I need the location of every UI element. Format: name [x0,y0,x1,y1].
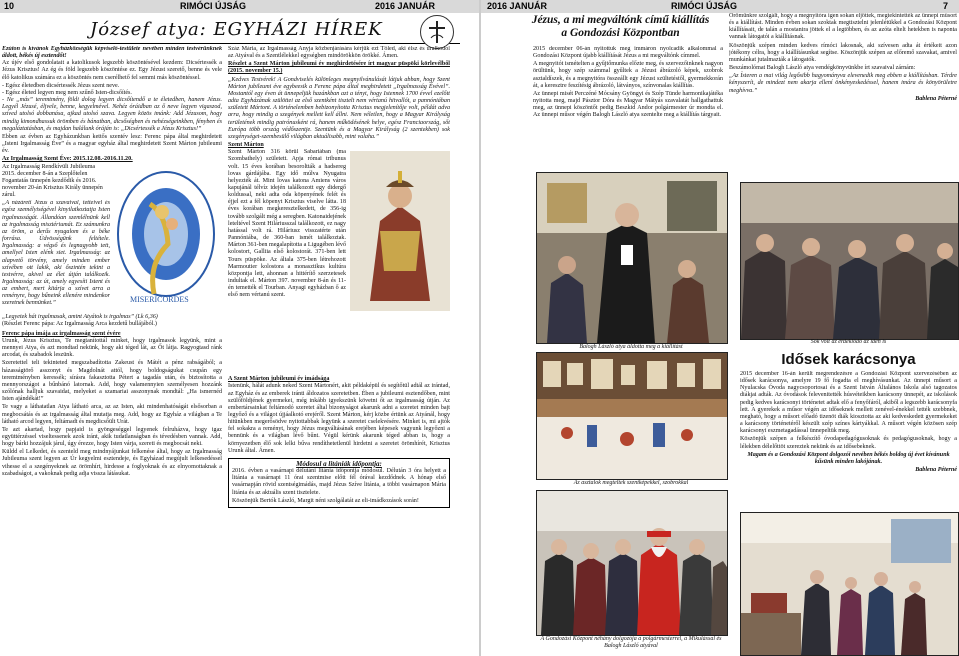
prayer-text-1: Urunk, Jézus Krisztus, Te megtanítottál minket, hogy irgalmasok legyünk, mint a mennyei Atya, és azt mondtad nekünk, hogy aki téged lát, az Őt látja. Ragyogtasd ránk arcodat, és szabadok leszünk. [2,337,222,359]
article2-p1: 2015 december 16-án került megrendezésre a Gondozási Központ szervezésében az idősek karácsonya, amelyre 19 fő fogadta el meghívásunkat. Az ünnepi műsort a Nyulacska Óvoda nagycsoportosai és a Szent István Általános Iskola alsó tagozatos diákjai adták. Az óvodások felevenitették húsvéteikben karácsony ünnepét, az iskolások pedig kedves karácsonyi történetet adtak elő a fenyőfáról, akiből a legszebb karácsonyfa lett. A gyerekek a műsor végén az időseknek mellett zenével-énekkel tették szebbnek, megható, hogy a műsort előadó tizenöt diák kiosztotta az aki kedveskedett gyermekeket a karácsony történetéről készült szép színes kártyákkal. A műsort végén közösen szép karácsonyi eszmetagadással ünnepeltük meg. [740,371,957,435]
intro-text: Az újév első gondolatait a katolikusok legszebb köszöntésével kezdem: Dicsértessék a Jézus Krisztus! Az ég és föld legszebb köszöntése ez. Egy Jézust szerető, benne és vele élő katolikus számára ez a köszöntés nem cserélhető fel semmi más köszöntéssel. [2,60,222,81]
caption-exhibition-tables: Az asztalok megteltek szentképekkel, szobrokkal [573,480,689,486]
prayer-heading: Ferenc pápa imája az irgalmasság szent évére [2,330,121,337]
article1-p3: Az ünnepi misét Perczéné Mócsány Gyöngyi és Szép Tünde harmonikajátéka nyitotta meg, majd Pásztor Dóra és Magyar Mátyás szavalatát hallgathattuk meg, az ünnepi köszöntőt pedig Beszkid Andor polgármester úr mondta el. Az ünnepi műsor végén Balogh László atya szentelte meg a kiállítás tárgyait. [533,90,723,119]
col-right-p2: Köszönjük szépen minden kedves rímóci lakosnak, aki szívesen adta át értékeit azon jótékony célra, hogy a kiállításunkat segítse. Köszönjük szépen az előremő szavakat, amivel munkánkat jutalmazták a látogatók. [729,42,957,63]
left-paper-name: RIMÓCI ÚJSÁG [180,1,247,11]
right-page-header [481,0,959,13]
right-date: 2016 JANUÁR [487,1,548,11]
article2-sign: Bablena Péterné [915,467,957,474]
article-elderly-christmas [740,371,957,509]
saint-martin-image [350,151,450,311]
church-logo-icon [420,15,454,49]
litany-box [228,458,450,508]
section-title-banner [60,15,460,44]
mercy-text: Az Irgalmasság Rendkívüli Jubileuma 2015. december 8-án a Szeplőtelen Fogantatás ünnepén kezdődik és 2016. november 20-án Krisztus Király ünnepén zárul. [2,163,103,199]
intro-bold: Ezúton is kívánok Egyházközségük képviselő-testülete nevében minden testvérünknek áldott, békés új esztendőt! [2,46,222,60]
article-exhibition-continued [729,13,957,181]
col-right-quote: „Az Ïsteren a mai világ legősibb hagyományva elevenedik meg ebben a kiállításban. Térdre kényszerít, de mindezt nem akarja ellení önkényeskedéssel, hanem imára és könyörületre meghívva.” [729,73,957,94]
caption-staff-group: A Gondozási Központ néhány dolgozója a polgármesterrel, a Mikulással és Balogh László atyával [540,636,722,649]
photo-visitors [740,182,959,340]
martin-heading: Részlet a Szent Márton jubileumi év meghirdetésére írt magyar püspöki körlevélből (2015. november 15.) [228,61,450,75]
mercy-motto: „Legyetek hát irgalmasak, amint Atyátok is irgalmas” (Lk 6,36) [2,313,158,320]
left-page-header [0,0,479,13]
left-page-number: 10 [4,1,15,11]
col2-intro: Száz Mária, az Irgalmasság Anyja közbenjárására kérjük ezt Tőled, aki élsz és uralkodol az Atyával és a Szentlélekkel egységben mindörökkön örökké. Ámen. [228,46,450,60]
headline-exhibition: Jézus, a mi megváltónk című kiállítás a Gondozási Központban [531,14,710,39]
line-1: - Egész életedben dicsértessék Jézus szent neve. [2,82,120,89]
article1-p1: 2015 december 06-án nyitottuk meg immáron nyolcadik alkalommal a Gondozási Központ újabb kiállítását Jézus a mi megváltónk címmel. [533,46,723,60]
article1-p2: A megnyitót ismételten a gyűjtőmunka előzte meg, és szervezőinknek nagyon örültünk, hogy szép számmal gyűltek a Jézust ábrázoló képek, szobrok asztaldíszek, és a megnyitóra összeállt egy Jézust szültetéstől, gyermekkorán át, a keresztre feszítésig ábrázoló, látványos, színvonalas kiállítás. [533,61,723,89]
col-right-sign: Bablena Péterné [915,95,957,102]
rosary-text: Istenünk, hálát adunk neked Szent Mártonért, akit példaképül és segítőtül adtál az irántad, az Egyház és az emberek iránti áldozatos szeretetben. Ében a jubileumi esztendőben, mint szülőföldjének gyermekei, még inkább igyekszünk követni őt az irgalmasság útján. Az embertársainkat feltámodó szeretet által bizonyságot akarunk adni a szeretet minden bajt legyőző és a világot újjáalkotó erejéről. Szent Márton, kérj közbe értünk az Atyánál, hogy hitünkben megerősödve nyitottabbak legyünk a szeretet cselekvésére. Minket is, mi ajtók fel sokakra a reményt, hogy Jézus megváltásának erejében képesek vagyunk legyőzni a bennünk és a világban lévő bűnt. Végül kérünk akarunk téged abban is, hogy a környezetben élő sok lelki bűva rendíthetetlenül hirdetni a szeretet örömhírét, Krisztus Urunk által. Ámen. [228,383,450,454]
litany-sign: Köszönjük Bertók László, Margit néni szolgálatát az eli-imádkozások során! [232,497,419,504]
line-4: Ebben az évben az Egyházunkban kettős szentév lesz: Ferenc pápa által meghirdetett „Isteni Irgalmasság Éve” és a magyar egyház által meghirdetett Szent Márton jubileumi év. [2,133,222,155]
rosary-heading: A Szent Márton jubileumi év imádsága [228,376,330,383]
martin-bio-heading: Szent Márton [228,142,264,149]
prayer-text-4: Te azt akartad, hogy papjaid is gyöngeséggel legyenek felruházva, hogy igaz együttérzéssel viseltessenek azok iránt, akik tudatlanságban és tévedésben vannak. Add, hogy bárki hozzájuk járul, úgy érezze, hogy Isten várja, szereti és megbocsát neki. [2,426,222,448]
litany-text: 2016. évben a vasárnapi délutáni litánia időpontja módosul. Délután 3 óra helyett a litánia a vasárnapi 11 órai szentmise előtt fél órával kezdődnek. A hónap első vasárnapján rövid szentségimádás, majd Jézus Szíve litánia, a többi vasárnapon Mária litánia és az aktuális szent tisztelete. [232,468,446,496]
article2-p2: Köszönjük szépen a felkészítő óvodapedagógusoknak és pedagógusoknak, hogy a lélekben délelőttöt szereztek nekünk és az idősebeknek. [740,436,957,450]
headline-elderly-christmas: Idősek karácsonya [781,351,916,368]
caption-visitors: Sok volt az érdeklődő az idén is [810,339,887,345]
martin-bio: Szent Márton 316 körül Sabariában (ma Szombathely) született. Apja római tribunus volt. 15 éves korában besoroltták a hadsereg lovas gárdájába. Egy idő múlva Nyugatra helyezték át. Mint lovas katona Amiens város kapujánál télvíz idején találkozott egy didergő koldussal, neki adta oda köpenyének felét és éjjel ezt a fél köpenyt Krisztus viselve látta. 18 éves korában megkeresztelkedett, de 356-ig tovább szolgált még a seregben. Katonaidejének leteltével Szent Hiláriusszal találkozott, ez nagy hatással volt rá. Hiláriusz visszatérte után Pannóniába, de 360-ban ismét találkoztak. Márton 361-ben megalapította a Ligugében lévő kolostort, Galliia első kolostorát. 371-ben lett Tours püspöke. Az általa 375-ben létrehozott Marmoutier kolostora a monasztikus kultúra központja lett, ahonnan a hittérítő szerzetesek indultak el. Márton 397. november 8-án és 11-én temették el Tourban. Anyagi egyházban ő az első nem vértanú szent. [228,149,346,299]
prayer-text-5: Küldd el Lelkedet, és szenteld meg mindnyájunkat felkenése által, hogy az Irgalmasság Jubileuma szent legyen az Úr kegyelmi esztendeje, és Egyházad megújult lelkesedéssel vihesse el a szegényeknek az örömhírt, hirdesse a foglyoknak és az elnyomottaknak a szabadságot, a vakoknak pedig adja vissza látásukat. [2,449,222,477]
photo-christmas-event [740,512,959,656]
right-paper-name: RIMÓCI ÚJSÁG [671,1,738,11]
litany-heading: Módosul a litániák időpontja: [296,459,382,468]
article-exhibition [533,46,723,171]
col-right-p1: Örömünkre szolgált, hogy a megnyitóra igen sokan eljöttek, megtekintették az ünnepi műsort és a kiállítást. Minden évben sokan szoktak megtisztelni jelenlétükkel a Gondozási Központ kiállításait, de talán a mostanira jöttek el a legtöbben, és az azóta eltelt hetekben is naponta vannak látogatói a kiállításnak. [729,13,957,41]
photo-exhibition-tables [536,352,728,480]
martin-quote: „Kedves Testvérek! A Gondviselés különleges megnyilvánulását látjuk abban, hogy Szent Márton jubileumi éve egybeesik a Ferenc pápa által meghirdetett „Irgalmasság Évével”. Mostantól egy éven át ünnepeljük hazánkban azt a tényt, hogy Istennek 1700 évvel ezelőtt adta Egyházának szülöttei az első szentként tisztelt nem vértanú hitvallót, a pannóniában született Mártont. A történelemben bebizonyította Krisztus megjelenítője volt, példát adva arra, hogy mindig a szegények mellett kell állni. Nem véletlen, hogy a Magyar Királyság területének mindig patrónusként rá, hanem működésének helye, egész Franciaország, sőt Európa több ország védőszentje. Szentünk és a Magyar Királyság (2 szentekben) sok szegénységet-szembesülő világban aktuálisabb, mint valaha.” [228,76,450,140]
left-column-1 [2,46,222,654]
left-date: 2016 JANUÁR [375,1,436,11]
prayer-text-3: Te vagy a láthatatlan Atya látható arca, az az Isten, aki mindenhatóságát elsősorban a megbocsátás és az irgalmasság által mutatja meg. Add, hogy az Egyház a világban a Te látható arcod legyen, feltámadt és megdicsőült Urát. [2,404,222,425]
left-column-2 [228,46,450,654]
article2-bold: Magam és a Gondozási Központ dolgozói nevében békés boldog új évet kívánunk kűsünk minden lakójának. [747,451,950,465]
page-gutter [479,0,481,656]
svg-text:MISERICORDES: MISERICORDES [130,294,189,304]
prayer-text-2: Szeretettel teli tekinteted megszabadította Zakeust és Mátét a pénz rabságából; a házasságtörő asszonyt és Magdolnát attól, hogy boldogságukat csupán egy teremtményben keressék; sírásra fakasztotta Pétert a tagadás után, és biztosította a mennyországot a bűnbánó latornak. Add, hogy valamennyien személyesen hozzánk szólónak halljuk szavaidat, melyeket a szamariai asszonynak mondtál: „Ha ismernéd Isten ajándékát!” [2,360,222,403]
mercy-jubilee-logo [110,164,218,314]
photo-staff-group [536,490,728,636]
col-right-p3: Beszámolómat Balogh László atya vendégkönyvünkbe írt szavaival zárnám: [729,65,916,72]
photo-priest-blessing [536,172,728,344]
right-page-number: 7 [943,1,949,11]
mercy-heading: Az Irgalmasság Szent Éve: 2015.12.08.-2016.11.20. [2,156,133,163]
mercy-sign: (Részlet Ferenc pápa: Az Irgalmasság Arca kezdetű bullájából.) [2,320,157,327]
section-title: József atya: EGYHÁZI HÍREK [90,19,383,40]
line-3: - Ne „más” teremtmény, földi dolog legyen dicsőítendő a te életedben, hanem Jézus. Legyél Jézusé, éljvele, benne, kegyelmével. Nehéz óráidban az ő neve legyen vigaszod, szíved utolsó dobbanása, ajkad utolsó szava. Legyen közös imánk: Add Jézusom, hogy mindig kimondhassuk örömben és bánatban, dicsőségben és nehézségeinkben, fényben és megaláztatásban, és majdan halálunk óráján is: „Dicsértessék a Jézus Krisztus!” [2,97,222,132]
mercy-quote: „A názáreti Jézus a szavaival, tetteivel és egész személyiségével kinyilatkoztatja Isten irgalmasságát. Állandóan szemlélnünk kell az irgalmasság misztériumát. Ez számunkra az öröm, a derűs nyugalom és a béke forrása. Üdvösségünk feltétele. Irgalmasság: a végső és legnagyobb tett, amellyel Isten elénk siet. Irgalmasság: az alapvető törvény, amely minden ember szívében ott lakik, aki őszintén tekint a testvérre, akivel az élet útján találkozik. Irgalmasság: az út, amely egyesíti Istent és az embert, mert kitárja a szívet arra a reményre, hogy bűneink ellenére mindenkor szeretnek bennünket.” [2,200,110,307]
line-2: - Egész életed legyen meg nem szűnő Isten-dicsőítés. [2,89,132,96]
caption-priest-blessing: Balogh László atya áldotta meg a kiállítást [579,344,683,350]
